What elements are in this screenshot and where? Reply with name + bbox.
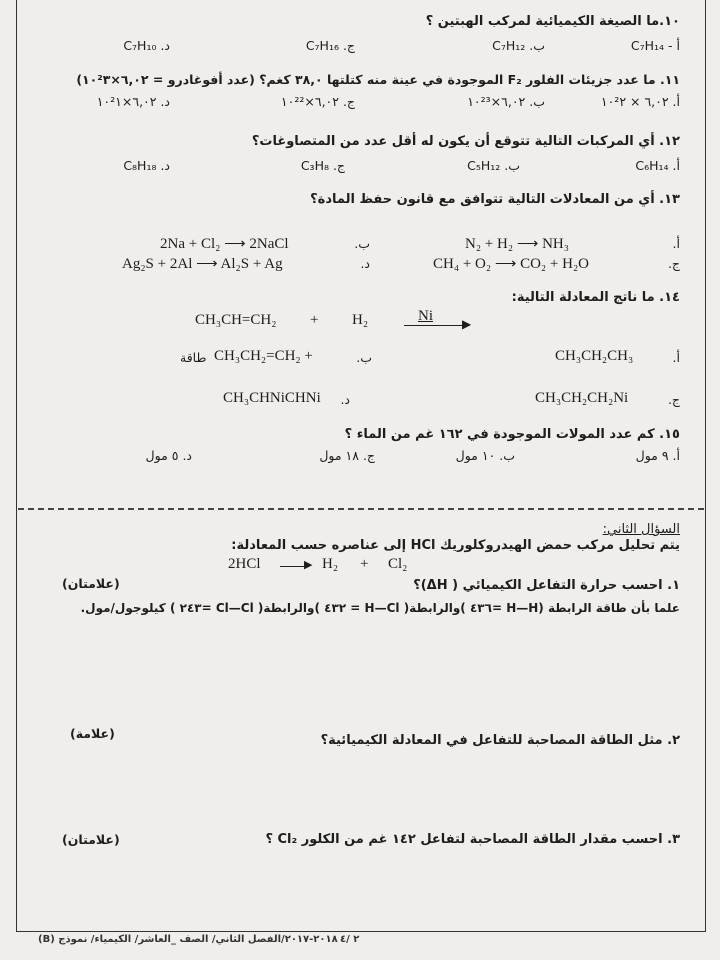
part-1-mark: (علامتان) bbox=[62, 576, 120, 591]
q12-option-d: د. C₈H₁₈ bbox=[123, 158, 170, 173]
q10-option-d: د. C₇H₁₀ bbox=[123, 38, 170, 53]
q13-label-b: ب. bbox=[354, 236, 370, 251]
q12-option-a: أ. C₆H₁₄ bbox=[635, 158, 680, 173]
page-number: ٢ /٤ bbox=[340, 934, 360, 945]
q15-option-b: ب. ١٠ مول bbox=[455, 448, 515, 463]
q12-option-b: ب. C₅H₁₂ bbox=[467, 158, 520, 173]
equation-right-2: Cl₂ bbox=[388, 556, 408, 572]
q15-option-c: ج. ١٨ مول bbox=[319, 448, 375, 463]
q10-option-b: ب. C₇H₁₂ bbox=[492, 38, 545, 53]
q13-label-c: ج. bbox=[667, 256, 680, 271]
question-10-text: ١٠.ما الصيغة الكيميائية لمركب الهبتين ؟ bbox=[425, 14, 680, 29]
q14-option-a: CH₃CH₂CH₃ bbox=[555, 348, 634, 364]
q14-reactant-1: CH₃CH=CH₂ bbox=[195, 312, 277, 328]
question-11-text: ١١. ما عدد جزيئات الفلور F₂ الموجودة في عينة منه كتلتها ٣٨,٠ كغم؟ (عدد أفوغادرو = ٦,٠٢×١٠²٣) bbox=[76, 72, 680, 87]
q14-option-b: CH₃CH₂=CH₂ + bbox=[214, 348, 313, 364]
q14-label-b: ب. bbox=[356, 350, 372, 365]
q15-option-d: د. ٥ مول bbox=[145, 448, 192, 463]
part-3-mark: (علامتان) bbox=[62, 832, 120, 847]
q14-label-a: أ. bbox=[672, 350, 680, 365]
equation-right-1: H₂ bbox=[322, 556, 339, 572]
q11-option-c: ج. ٦,٠٢×١٠²² bbox=[280, 94, 355, 109]
question-14-text: ١٤. ما ناتج المعادلة التالية: bbox=[511, 290, 680, 305]
q14-option-d: CH₃CHNiCHNi bbox=[223, 390, 321, 406]
question-15-text: ١٥. كم عدد المولات الموجودة في ١٦٢ غم من الماء ؟ bbox=[344, 427, 680, 442]
q15-option-a: أ. ٩ مول bbox=[635, 448, 680, 463]
equation-plus: + bbox=[360, 556, 369, 572]
question-12-text: ١٢. أي المركبات التالية تتوقع أن يكون له أقل عدد من المتصاوغات؟ bbox=[251, 134, 680, 149]
q11-option-a: أ. ٦,٠٢ × ١٠²٢ bbox=[600, 94, 680, 109]
q14-arrow bbox=[404, 325, 466, 326]
q14-label-c: ج. bbox=[667, 392, 680, 407]
q14-plus: + bbox=[310, 312, 319, 328]
part-2-text: ٢. مثل الطاقة المصاحبة للتفاعل في المعادلة الكيميائية؟ bbox=[320, 733, 680, 748]
q14-option-b-energy: طاقة bbox=[180, 350, 207, 365]
footer-info: ٢٠١٨-٢٠١٧/الفصل الثاني/ الصف _العاشر/ الكيمياء/ نموذج (B) bbox=[38, 934, 338, 945]
q14-option-c: CH₃CH₂CH₂Ni bbox=[535, 390, 629, 406]
q13-option-a: N₂ + H₂ ⟶ NH₃ bbox=[465, 236, 569, 252]
question-13-text: ١٣. أي من المعادلات التالية تتوافق مع قانون حفظ المادة؟ bbox=[310, 192, 680, 207]
q12-option-c: ج. C₃H₈ bbox=[300, 158, 345, 173]
part-3-text: ٣. احسب مقدار الطاقة المصاحبة لتفاعل ١٤٢ غم من الكلور Cl₂ ؟ bbox=[265, 832, 680, 847]
q13-label-a: أ. bbox=[672, 236, 680, 251]
equation-left: 2HCl bbox=[228, 556, 261, 572]
q13-option-b: 2Na + Cl₂ ⟶ 2NaCl bbox=[160, 236, 289, 252]
q10-option-a: أ - C₇H₁₄ bbox=[630, 38, 680, 53]
q13-label-d: د. bbox=[360, 256, 370, 271]
q14-label-d: د. bbox=[340, 392, 350, 407]
q14-reactant-2: H₂ bbox=[352, 312, 369, 328]
q13-option-d: Ag₂S + 2Al ⟶ Al₂S + Ag bbox=[122, 256, 283, 272]
part-1-note: علما بأن طاقة الرابطة (H—H =٤٣٦ )والرابطة( H—Cl = ٤٣٢ )والرابطة( Cl—Cl =٢٤٣ ) كيلوجول/مول. bbox=[80, 601, 680, 615]
equation-arrow-head: ▶ bbox=[304, 559, 313, 571]
second-question-intro: يتم تحليل مركب حمض الهيدروكلوريك HCl إلى عناصره حسب المعادلة: bbox=[231, 538, 680, 553]
section-divider bbox=[18, 508, 704, 510]
q14-arrow-head: ▶ bbox=[462, 317, 472, 331]
q11-option-d: د. ٦,٠٢×١٠²١ bbox=[96, 94, 170, 109]
q11-option-b: ب. ٦,٠٢×١٠²³ bbox=[467, 94, 545, 109]
q10-option-c: ج. C₇H₁₆ bbox=[305, 38, 355, 53]
part-1-text: ١. احسب حرارة التفاعل الكيميائي ( ΔH)؟ bbox=[413, 578, 680, 593]
q13-option-c: CH₄ + O₂ ⟶ CO₂ + H₂O bbox=[433, 256, 590, 272]
part-2-mark: (علامة) bbox=[70, 726, 115, 741]
q14-catalyst: Ni bbox=[418, 308, 433, 324]
second-question-title: السؤال الثاني: bbox=[602, 522, 680, 537]
